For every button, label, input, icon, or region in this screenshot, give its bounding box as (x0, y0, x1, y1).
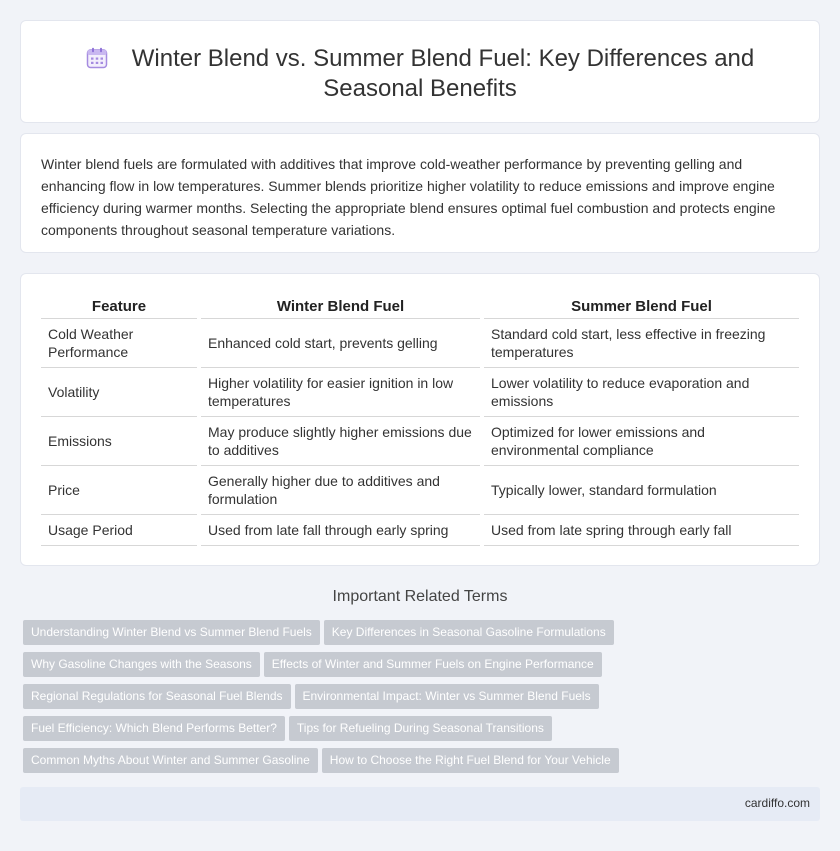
related-term-tag[interactable]: Tips for Refueling During Seasonal Transitions (289, 716, 552, 741)
table-row (41, 416, 799, 465)
table-cell-summer: Lower volatility to reduce evaporation and emissions (482, 367, 799, 416)
related-term-tag[interactable]: Environmental Impact: Winter vs Summer Blend Fuels (295, 684, 599, 709)
table-cell-winter: Used from late fall through early spring (199, 514, 482, 545)
related-term-tag[interactable]: How to Choose the Right Fuel Blend for Your Vehicle (322, 748, 619, 773)
table-header-row (41, 296, 799, 318)
title-card (20, 20, 820, 123)
page-title (21, 44, 819, 104)
title-line-2: Seasonal Benefits (323, 75, 517, 102)
table-row (41, 514, 799, 545)
table-row (41, 367, 799, 416)
intro-card (20, 133, 820, 253)
table-cell-feature: Cold Weather Performance (41, 318, 199, 367)
related-term-tag[interactable]: Fuel Efficiency: Which Blend Performs Better? (23, 716, 285, 741)
related-term-tag[interactable]: Why Gasoline Changes with the Seasons (23, 652, 260, 677)
related-term-tag[interactable]: Key Differences in Seasonal Gasoline Formulations (324, 620, 614, 645)
table-row (41, 465, 799, 514)
intro-paragraph: Winter blend fuels are formulated with additives that improve cold-weather performance by preventing gelling and enhancing flow in low temperatures. Summer blends prioritize higher volatility to reduce emissions and improve engine efficiency during warmer months. Selecting the appropriate blend ensures optimal fuel combustion and protects engine components throughout seasonal temperature variations. (41, 156, 776, 238)
column-header-summer: Summer Blend Fuel (482, 296, 799, 318)
table-cell-feature: Emissions (41, 416, 199, 465)
column-header-feature: Feature (41, 296, 199, 318)
table-cell-feature: Usage Period (41, 514, 199, 545)
calendar-icon (86, 47, 108, 69)
table-cell-summer: Standard cold start, less effective in freezing temperatures (482, 318, 799, 367)
comparison-table-card (20, 273, 820, 566)
title-line-1: Winter Blend vs. Summer Blend Fuel: Key Differences and (131, 45, 755, 72)
related-term-tag[interactable]: Understanding Winter Blend vs Summer Blend Fuels (23, 620, 320, 645)
table-cell-summer: Optimized for lower emissions and environmental compliance (482, 416, 799, 465)
comparison-table (41, 296, 799, 546)
related-term-tag[interactable]: Common Myths About Winter and Summer Gasoline (23, 748, 318, 773)
footer-bar (20, 787, 820, 821)
table-cell-winter: Enhanced cold start, prevents gelling (199, 318, 482, 367)
table-cell-summer: Typically lower, standard formulation (482, 465, 799, 514)
related-term-tag[interactable]: Effects of Winter and Summer Fuels on Engine Performance (264, 652, 602, 677)
table-cell-feature: Price (41, 465, 199, 514)
table-cell-feature: Volatility (41, 367, 199, 416)
table-cell-summer: Used from late spring through early fall (482, 514, 799, 545)
footer-site-link[interactable]: cardiffo.com (744, 796, 810, 810)
table-cell-winter: Higher volatility for easier ignition in low temperatures (199, 367, 482, 416)
related-terms-list (23, 620, 823, 780)
related-term-tag[interactable]: Regional Regulations for Seasonal Fuel Blends (23, 684, 291, 709)
table-cell-winter: May produce slightly higher emissions due to additives (199, 416, 482, 465)
column-header-winter: Winter Blend Fuel (199, 296, 482, 318)
table-cell-winter: Generally higher due to additives and formulation (199, 465, 482, 514)
table-row (41, 318, 799, 367)
related-terms-heading: Important Related Terms (332, 588, 508, 605)
